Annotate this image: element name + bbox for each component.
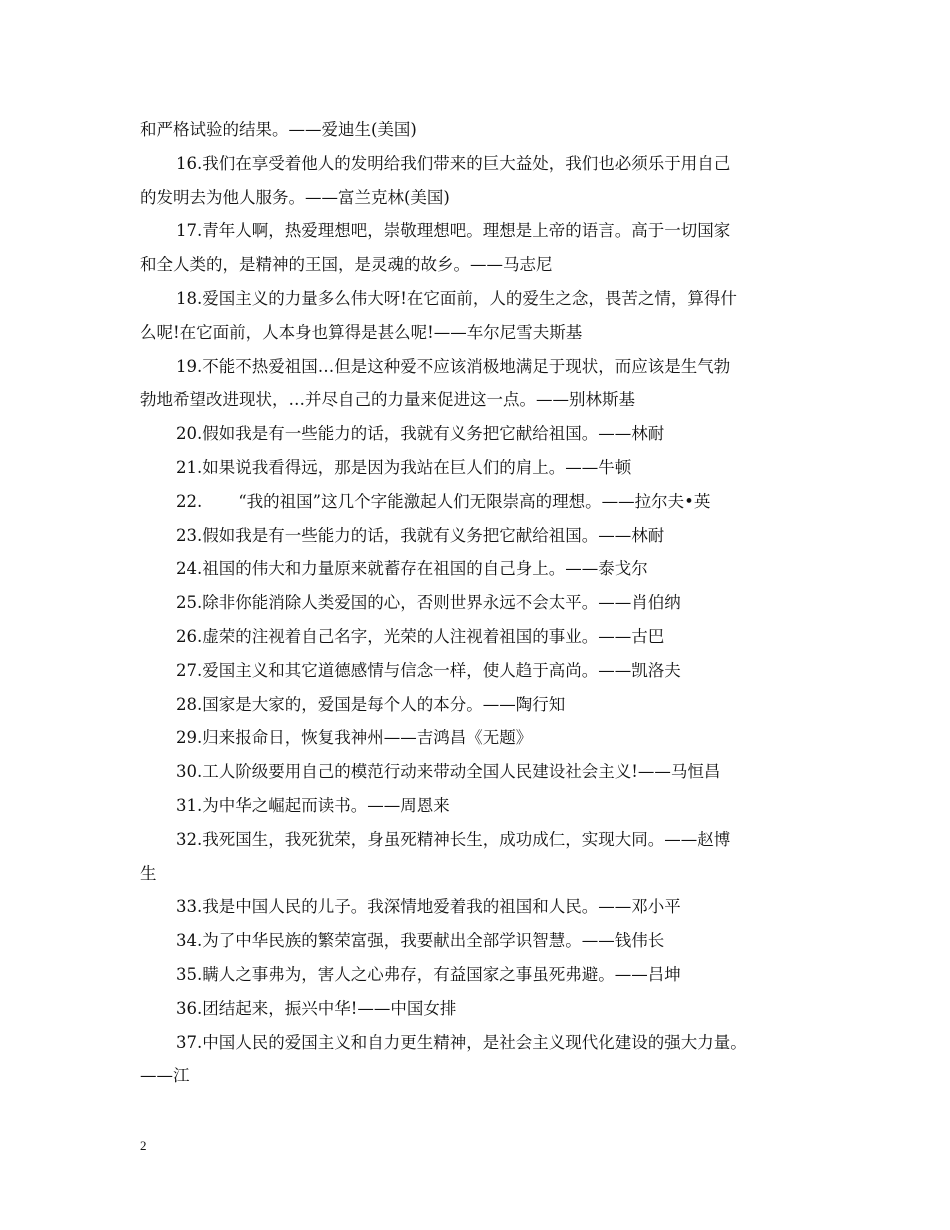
text-line: 32.我死国生，我死犹荣，身虽死精神长生，成功成仁，实现大同。——赵博 — [176, 829, 731, 849]
text-line: 20.假如我是有一些能力的话，我就有义务把它献给祖国。——林耐 — [176, 424, 665, 444]
text-line: 30.工人阶级要用自己的模范行动来带动全国人民建设社会主义!——马恒昌 — [176, 762, 721, 782]
text-line: 27.爱国主义和其它道德感情与信念一样，使人趋于高尚。——凯洛夫 — [176, 660, 681, 680]
page-number: 2 — [140, 1138, 147, 1153]
text-line: 26.虚荣的注视着自己名字，光荣的人注视着祖国的事业。——古巴 — [176, 626, 665, 646]
text-line: 29.归来报命日，恢复我神州——吉鸿昌《无题》 — [176, 728, 533, 748]
text-line: 23.假如我是有一些能力的话，我就有义务把它献给祖国。——林耐 — [176, 525, 665, 545]
text-line: 和严格试验的结果。——爱迪生(美国) — [140, 120, 417, 139]
document-body — [140, 113, 820, 1093]
quote-text: “我的祖国”这几个字能激起人们无限崇高的理想。——拉尔夫•英 — [238, 491, 711, 511]
text-line: 28.国家是大家的，爱国是每个人的本分。——陶行知 — [176, 694, 566, 714]
text-line: 35.瞒人之事弗为，害人之心弗存，有益国家之事虽死弗避。——吕坤 — [176, 964, 681, 984]
text-line: 34.为了中华民族的繁荣富强，我要献出全部学识智慧。——钱伟长 — [176, 931, 665, 951]
text-line: 勃地希望改进现状，…并尽自己的力量来促进这一点。——别林斯基 — [140, 390, 635, 410]
text-line: 么呢!在它面前，人本身也算得是甚么呢!——车尔尼雪夫斯基 — [140, 322, 583, 342]
text-line: 17.青年人啊，热爱理想吧，崇敬理想吧。理想是上帝的语言。高于一切国家 — [176, 221, 731, 241]
text-line: 19.不能不热爱祖国…但是这种爱不应该消极地满足于现状，而应该是生气勃 — [176, 356, 731, 376]
text-line: 和全人类的，是精神的王国，是灵魂的故乡。——马志尼 — [140, 255, 553, 275]
text-line: 的发明去为他人服务。——富兰克林(美国) — [140, 187, 450, 207]
text-line: 18.爱国主义的力量多么伟大呀!在它面前，人的爱生之念，畏苦之情，算得什 — [176, 288, 737, 308]
text-line: 33.我是中国人民的儿子。我深情地爱着我的祖国和人民。——邓小平 — [176, 897, 681, 917]
text-line: 21.如果说我看得远，那是因为我站在巨人们的肩上。——牛顿 — [176, 457, 632, 477]
text-line: 16.我们在享受着他人的发明给我们带来的巨大益处，我们也必须乐于用自己 — [176, 153, 731, 173]
text-line: 31.为中华之崛起而读书。——周恩来 — [176, 795, 450, 815]
text-line: 25.除非你能消除人类爱国的心，否则世界永远不会太平。——肖伯纳 — [176, 593, 681, 613]
text-line: 37.中国人民的爱国主义和自力更生精神，是社会主义现代化建设的强大力量。 — [176, 1032, 747, 1052]
text-line: 生 — [140, 863, 157, 883]
text-line: ——江 — [140, 1066, 190, 1086]
text-line: 24.祖国的伟大和力量原来就蓄存在祖国的自己身上。——泰戈尔 — [176, 559, 648, 579]
text-line: 36.团结起来，振兴中华!——中国女排 — [176, 998, 457, 1018]
text-line — [140, 485, 820, 519]
item-number: 22. — [176, 491, 203, 511]
